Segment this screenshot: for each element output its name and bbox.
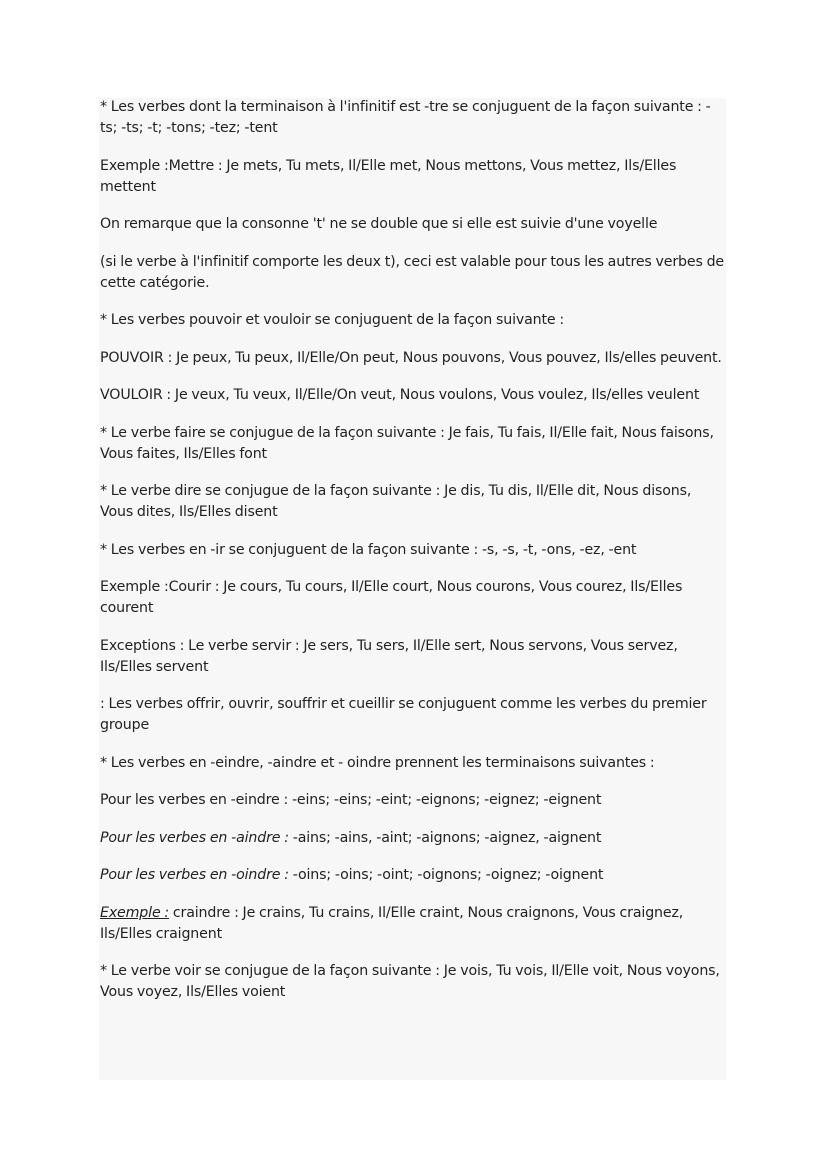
paragraph-consonne-remark-cont: (si le verbe à l'infinitif comporte les deux t), ceci est valable pour tous les autres verbes de cette catégorie. <box>100 253 725 291</box>
paragraph-vouloir: VOULOIR : Je veux, Tu veux, Il/Elle/On veut, Nous voulons, Vous voulez, Ils/elles veulent <box>100 387 700 403</box>
aindre-label: Pour les verbes en -aindre : <box>100 829 289 846</box>
paragraph-faire: * Le verbe faire se conjugue de la façon suivante : Je fais, Tu fais, Il/Elle fait, Nous faisons, Vous faites, Ils/Elles font <box>100 424 714 462</box>
craindre-text: craindre : Je crains, Tu crains, Il/Elle craint, Nous craignons, Vous craignez, Ils/Elles craignent <box>100 904 684 942</box>
paragraph-aindre <box>100 828 724 849</box>
paragraph-ir-rule: * Les verbes en -ir se conjuguent de la façon suivante : -s, -s, -t, -ons, -ez, -ent <box>100 541 637 558</box>
paragraph-voir: * Le verbe voir se conjugue de la façon suivante : Je vois, Tu vois, Il/Elle voit, Nous voyons, Vous voyez, Ils/Elles voient <box>100 963 720 1000</box>
paragraph-courir-example: Exemple :Courir : Je cours, Tu cours, Il/Elle court, Nous courons, Vous courez, Ils/Elles courent <box>100 579 683 616</box>
paragraph-pouvoir: POUVOIR : Je peux, Tu peux, Il/Elle/On peut, Nous pouvons, Vous pouvez, Ils/elles peuvent. <box>100 349 722 366</box>
paragraph-pouvoir-vouloir-rule: * Les verbes pouvoir et vouloir se conjuguent de la façon suivante : <box>100 312 564 328</box>
paragraph-craindre-example <box>100 903 724 945</box>
paragraph-eindre: Pour les verbes en -eindre : -eins; -eins; -eint; -eignons; -eignez; -eignent <box>100 792 602 808</box>
paragraph-dire: * Le verbe dire se conjugue de la façon suivante : Je dis, Tu dis, Il/Elle dit, Nous disons, Vous dites, Ils/Elles disent <box>100 483 692 520</box>
document-body <box>100 97 724 1020</box>
aindre-endings: -ains; -ains, -aint; -aignons; -aignez, -aignent <box>288 829 602 846</box>
paragraph-offrir-exception: : Les verbes offrir, ouvrir, souffrir et cueillir se conjuguent comme les verbes du premier groupe <box>100 696 707 733</box>
paragraph-servir-exception: Exceptions : Le verbe servir : Je sers, Tu sers, Il/Elle sert, Nous servons, Vous servez, Ils/Elles servent <box>100 637 678 675</box>
paragraph-mettre-example: Exemple :Mettre : Je mets, Tu mets, Il/Elle met, Nous mettons, Vous mettez, Ils/Elles mettent <box>100 157 677 195</box>
paragraph-tre-rule: * Les verbes dont la terminaison à l'infinitif est -tre se conjuguent de la façon suivante : -ts; -ts; -t; -tons; -tez; -tent <box>100 99 711 136</box>
paragraph-oindre <box>100 865 724 886</box>
example-label: Exemple : <box>100 904 170 921</box>
paragraph-indre-rule: * Les verbes en -eindre, -aindre et - oindre prennent les terminaisons suivantes : <box>100 754 655 771</box>
oindre-endings: -oins; -oins; -oint; -oignons; -oignez; -oignent <box>288 867 604 883</box>
oindre-label: Pour les verbes en -oindre : <box>100 867 289 883</box>
paragraph-consonne-remark: On remarque que la consonne 't' ne se double que si elle est suivie d'une voyelle <box>100 216 658 232</box>
